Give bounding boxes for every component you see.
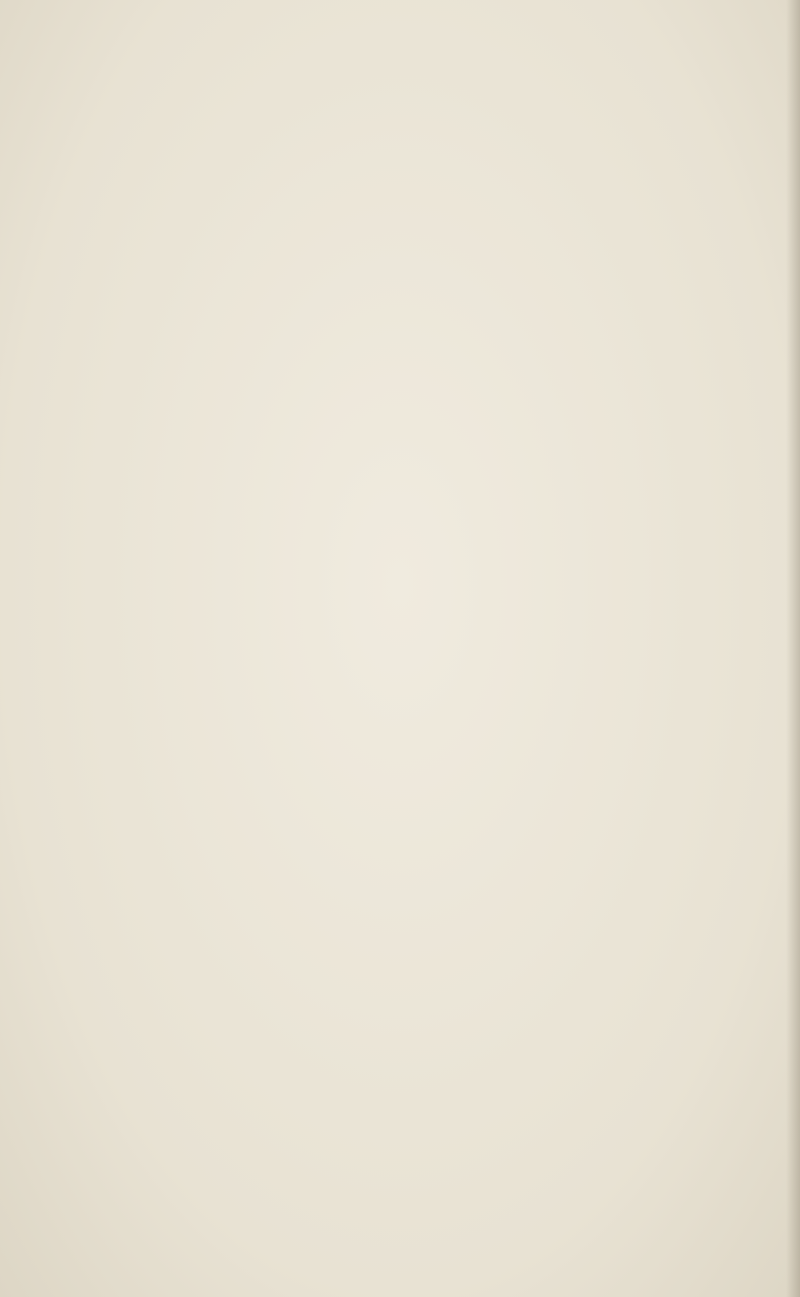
page-edge-shadow <box>786 0 800 1297</box>
page-header <box>120 103 760 129</box>
body-text <box>131 146 751 174</box>
